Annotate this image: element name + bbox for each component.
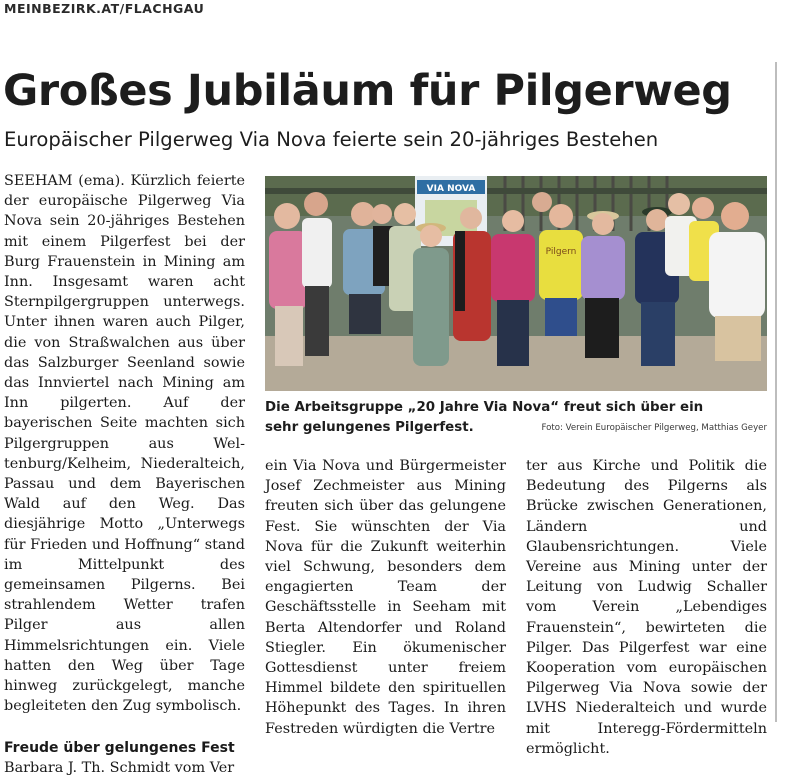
banner-text: VIA NOVA [426,184,476,194]
article-column-2 [265,456,506,739]
body-paragraph: ter aus Kirche und Politik die Bedeutung des Pilgerns als Brücke zwischen Generationen, Ländern und Glaubensrichtungen. Viele Vereine aus Mining unter der Leitung von Ludwig Schaller vom Verein „Lebendiges Frauenstein“, bewirteten die Pilger. Das Pilgerfest war eine Kooperation vom europäischen Pilgerweg Via Nova sowie der LVHS Niederalteich und wurde mit Interegg-Fördermitteln ermöglicht. [526,458,767,757]
group-photo-illustration [265,176,767,391]
article-headline: Großes Jubiläum für Pilgerweg [3,66,732,116]
section-kicker: MEINBEZIRK.AT/FLACHGAU [4,1,205,16]
article-photo [265,176,767,391]
article-column-3 [526,456,767,759]
shirt-text: Pilgern [545,247,577,257]
column-rule [775,62,777,722]
body-paragraph: SEEHAM (ema). Kürzlich feierte der europäische Pilgerweg Via Nova sein 20-jähriges Bestehen mit einem Pilgerfest bei der Burg Frauenstein in Mining am Inn. Insgesamt waren acht Sternpilgergruppen unterwegs. Unter ihnen waren auch Pilger, die von Straßwalchen aus über das Salzburger Seenland sowie das Innviertel nach Mining am Inn pilgerten. Auf der bayerischen Seite machten sich Pilgergruppen aus Weltenburg/Kelheim, Niederalteich, Passau und dem Bayerischen Wald auf den Weg. Das diesjährige Motto „Unterwegs für Frieden und Hoffnung“ stand im Mittelpunkt des gemeinsamen Pilgerns. Bei strahlendem Wetter trafen Pilger aus allen Himmelsrichtungen ein. Viele hatten den Weg über Tage hinweg zurückgelegt, manche begleiteten den Zug symbolisch. [4,173,245,715]
body-paragraph: Barbara J. Th. Schmidt vom Ver [4,760,235,777]
photo-caption: Die Arbeitsgruppe „20 Jahre Via Nova“ freut sich über ein sehr gelungenes Pilgerfest. [265,400,704,435]
section-heading: Freude über gelungenes Fest [4,740,235,757]
article-column-1 [4,171,245,779]
body-paragraph: ein Via Nova und Bürgermeister Josef Zechmeister aus Mining freuten sich über das gelungene Fest. Sie wünschten der Via Nova für die Zukunft weiterhin viel Schwung, besonders dem engagierten Team der Geschäftsstelle in Seeham mit Berta Altendorfer und Roland Stiegler. Ein ökumenischer Gottesdienst unter freiem Himmel bildete den spirituellen Höhepunkt des Tages. In ihren Festreden würdigten die Vertre [265,458,506,737]
article-subheadline: Europäischer Pilgerweg Via Nova feierte sein 20-jähriges Bestehen [4,128,659,151]
photo-credit: Foto: Verein Europäischer Pilgerweg, Matthias Geyer [541,423,767,433]
